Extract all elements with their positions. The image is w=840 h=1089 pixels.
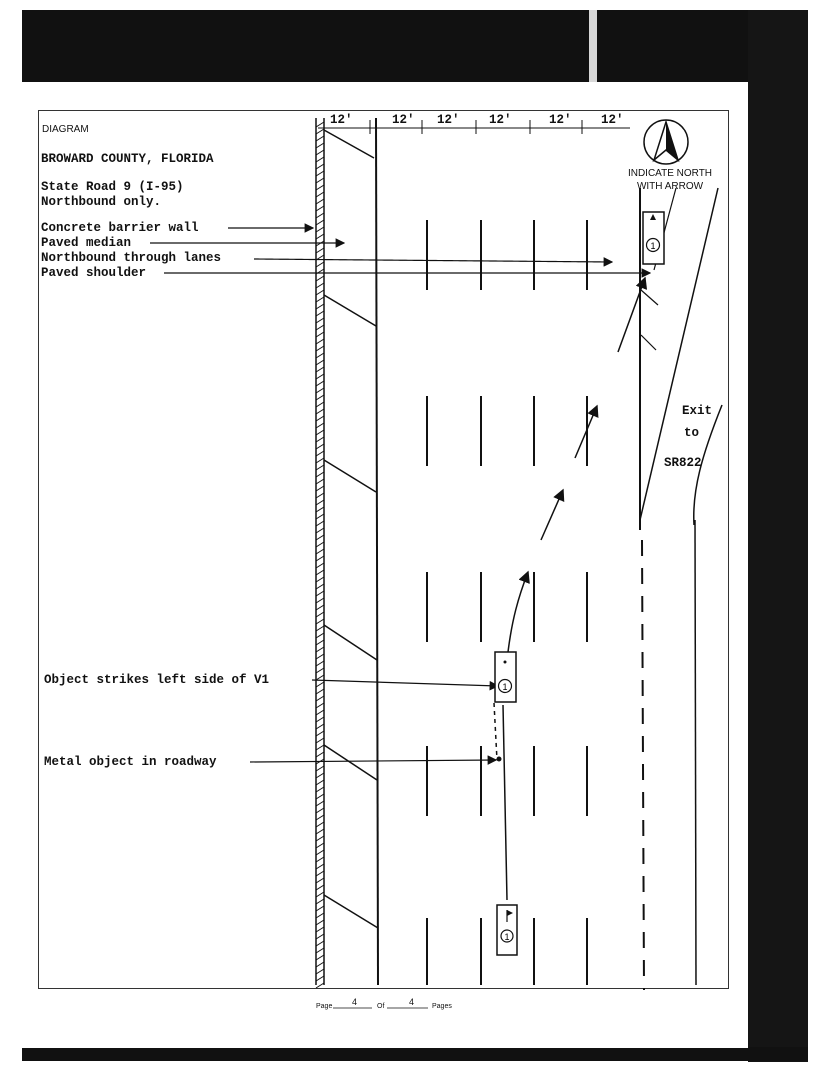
- barrier-hatch-line: [316, 367, 324, 372]
- barrier-hatch-line: [316, 605, 324, 610]
- concrete-barrier-wall: [316, 118, 324, 988]
- north-caption-line2: WITH ARROW: [636, 181, 704, 192]
- barrier-hatch-line: [316, 927, 324, 932]
- barrier-hatch-line: [316, 703, 324, 708]
- barrier-hatch-line: [316, 346, 324, 351]
- lane-width-label: 12': [489, 113, 512, 127]
- barrier-hatch-line: [316, 710, 324, 715]
- barrier-hatch-line: [316, 395, 324, 400]
- barrier-hatch-line: [316, 563, 324, 568]
- barrier-hatch-line: [316, 304, 324, 309]
- shoulder-edge-line: [695, 520, 696, 985]
- vehicle-v1-final: [643, 212, 664, 264]
- barrier-hatch-line: [316, 598, 324, 603]
- barrier-hatch-line: [316, 780, 324, 785]
- barrier-hatch-line: [316, 353, 324, 358]
- barrier-hatch-line: [316, 633, 324, 638]
- barrier-hatch-line: [316, 248, 324, 253]
- barrier-hatch-line: [316, 948, 324, 953]
- vehicle-path: [494, 278, 645, 900]
- barrier-hatch-line: [316, 220, 324, 225]
- lane-width-label: 12': [330, 113, 353, 127]
- barrier-hatch-line: [316, 514, 324, 519]
- barrier-hatch-line: [316, 143, 324, 148]
- lane-width-label: 12': [549, 113, 572, 127]
- barrier-hatch-line: [316, 808, 324, 813]
- barrier-hatch-line: [316, 479, 324, 484]
- barrier-hatch-line: [316, 619, 324, 624]
- barrier-hatch-line: [316, 731, 324, 736]
- barrier-hatch-line: [316, 262, 324, 267]
- barrier-hatch-line: [316, 885, 324, 890]
- lane-width-dimensions: [318, 120, 630, 134]
- vehicle-v1-initial: [497, 905, 517, 955]
- barrier-hatch-line: [316, 199, 324, 204]
- barrier-hatch-line: [316, 500, 324, 505]
- barrier-hatch-line: [316, 171, 324, 176]
- vehicle-number: 1: [504, 932, 510, 942]
- barrier-hatch-line: [316, 129, 324, 134]
- road-name: State Road 9 (I-95): [41, 180, 184, 194]
- barrier-hatch-line: [316, 983, 324, 988]
- barrier-hatch-line: [316, 836, 324, 841]
- label-paved-shoulder: Paved shoulder: [41, 266, 147, 280]
- barrier-hatch-line: [316, 339, 324, 344]
- barrier-hatch-line: [316, 535, 324, 540]
- north-caption-line1: INDICATE NORTH: [627, 168, 713, 179]
- barrier-hatch-line: [316, 647, 324, 652]
- barrier-hatch-line: [316, 668, 324, 673]
- barrier-hatch-line: [316, 185, 324, 190]
- road-direction: Northbound only.: [41, 195, 162, 209]
- barrier-hatch-line: [316, 584, 324, 589]
- barrier-hatch-line: [316, 864, 324, 869]
- barrier-hatch-line: [316, 857, 324, 862]
- barrier-hatch-line: [316, 955, 324, 960]
- barrier-hatch-line: [316, 332, 324, 337]
- barrier-hatch-line: [316, 542, 324, 547]
- barrier-hatch-line: [316, 325, 324, 330]
- barrier-hatch-line: [316, 570, 324, 575]
- barrier-hatch-line: [316, 843, 324, 848]
- barrier-hatch-line: [316, 297, 324, 302]
- barrier-hatch-line: [316, 934, 324, 939]
- barrier-hatch-line: [316, 311, 324, 316]
- footer-pages-word: Pages: [432, 1003, 452, 1010]
- barrier-hatch-line: [316, 430, 324, 435]
- barrier-hatch-line: [316, 409, 324, 414]
- barrier-hatch-line: [316, 465, 324, 470]
- label-paved-median: Paved median: [41, 236, 132, 250]
- barrier-hatch-line: [316, 472, 324, 477]
- barrier-hatch-line: [316, 437, 324, 442]
- barrier-hatch-line: [316, 423, 324, 428]
- label-through-lanes: Northbound through lanes: [41, 251, 222, 265]
- barrier-hatch-line: [316, 486, 324, 491]
- barrier-hatch-line: [316, 451, 324, 456]
- barrier-hatch-line: [316, 738, 324, 743]
- median-hatching: [324, 130, 378, 928]
- barrier-hatch-line: [316, 675, 324, 680]
- vehicle-number: 1: [502, 682, 508, 692]
- barrier-hatch-line: [316, 402, 324, 407]
- lane-width-label: 12': [437, 113, 460, 127]
- barrier-hatch-line: [316, 612, 324, 617]
- barrier-hatch-line: [316, 521, 324, 526]
- barrier-hatch-line: [316, 591, 324, 596]
- barrier-hatch-line: [316, 283, 324, 288]
- barrier-hatch-line: [316, 724, 324, 729]
- gore-hatch: [641, 290, 658, 305]
- barrier-hatch-line: [316, 654, 324, 659]
- barrier-hatch-line: [316, 556, 324, 561]
- barrier-hatch-line: [316, 528, 324, 533]
- barrier-hatch-line: [316, 850, 324, 855]
- exit-label-line2: to: [684, 426, 700, 440]
- barrier-hatch-line: [316, 276, 324, 281]
- vehicle-number: 1: [650, 241, 656, 251]
- barrier-hatch-line: [316, 374, 324, 379]
- footer-of-word: Of: [377, 1003, 385, 1010]
- barrier-hatch-line: [316, 745, 324, 750]
- exit-label-line3: SR822: [664, 456, 702, 470]
- barrier-hatch-line: [316, 815, 324, 820]
- barrier-hatch-line: [316, 920, 324, 925]
- barrier-hatch-line: [316, 626, 324, 631]
- label-metal-object: Metal object in roadway: [44, 755, 217, 769]
- label-object-strike: Object strikes left side of V1: [44, 673, 270, 687]
- barrier-hatch-line: [316, 213, 324, 218]
- exit-ramp-curve: [694, 405, 722, 525]
- barrier-hatch-line: [316, 696, 324, 701]
- barrier-hatch-line: [316, 318, 324, 323]
- barrier-hatch-line: [316, 577, 324, 582]
- barrier-hatch-line: [316, 493, 324, 498]
- county-title: BROWARD COUNTY, FLORIDA: [41, 152, 214, 166]
- barrier-hatch-line: [316, 122, 324, 127]
- barrier-hatch-line: [316, 164, 324, 169]
- barrier-hatch-line: [316, 388, 324, 393]
- barrier-hatch-line: [316, 682, 324, 687]
- label-barrier-wall: Concrete barrier wall: [41, 221, 199, 235]
- barrier-hatch-line: [316, 661, 324, 666]
- lane-width-label: 12': [392, 113, 415, 127]
- barrier-hatch-line: [316, 941, 324, 946]
- barrier-hatch-line: [316, 773, 324, 778]
- barrier-hatch-line: [316, 976, 324, 981]
- right-edge-line-dashed: [642, 540, 644, 990]
- barrier-hatch-line: [316, 829, 324, 834]
- barrier-hatch-line: [316, 822, 324, 827]
- barrier-hatch-line: [316, 150, 324, 155]
- barrier-hatch-line: [316, 206, 324, 211]
- barrier-hatch-line: [316, 794, 324, 799]
- barrier-hatch-line: [316, 192, 324, 197]
- vehicle-v1-impact: [495, 652, 516, 702]
- barrier-hatch-line: [316, 290, 324, 295]
- median-edge-line: [376, 118, 378, 985]
- barrier-hatch-line: [316, 878, 324, 883]
- gore-hatch: [641, 335, 656, 350]
- barrier-hatch-line: [316, 689, 324, 694]
- barrier-hatch-line: [316, 962, 324, 967]
- barrier-hatch-line: [316, 227, 324, 232]
- barrier-hatch-line: [316, 969, 324, 974]
- north-arrow-icon: [644, 120, 688, 164]
- barrier-hatch-line: [316, 458, 324, 463]
- callout-leaders: [150, 228, 650, 762]
- barrier-hatch-line: [316, 899, 324, 904]
- barrier-hatch-line: [316, 913, 324, 918]
- lane-width-label: 12': [601, 113, 624, 127]
- barrier-hatch-line: [316, 640, 324, 645]
- metal-object-marker: [497, 757, 502, 762]
- barrier-hatch-line: [316, 507, 324, 512]
- barrier-hatch-line: [316, 871, 324, 876]
- barrier-hatch-line: [316, 360, 324, 365]
- barrier-hatch-line: [316, 766, 324, 771]
- diagram-label: DIAGRAM: [42, 124, 89, 135]
- barrier-hatch-line: [316, 234, 324, 239]
- footer-total-pages: 4: [409, 997, 415, 1007]
- exit-label-line1: Exit: [682, 404, 713, 418]
- barrier-hatch-line: [316, 416, 324, 421]
- barrier-hatch-line: [316, 444, 324, 449]
- footer-page-number: 4: [352, 997, 358, 1007]
- barrier-hatch-line: [316, 136, 324, 141]
- barrier-hatch-line: [316, 381, 324, 386]
- barrier-hatch-line: [316, 549, 324, 554]
- barrier-hatch-line: [316, 717, 324, 722]
- footer-page-word: Page: [316, 1003, 333, 1010]
- barrier-hatch-line: [316, 892, 324, 897]
- barrier-hatch-line: [316, 787, 324, 792]
- barrier-hatch-line: [316, 157, 324, 162]
- barrier-hatch-line: [316, 801, 324, 806]
- barrier-hatch-line: [316, 752, 324, 757]
- barrier-hatch-line: [316, 178, 324, 183]
- barrier-hatch-line: [316, 906, 324, 911]
